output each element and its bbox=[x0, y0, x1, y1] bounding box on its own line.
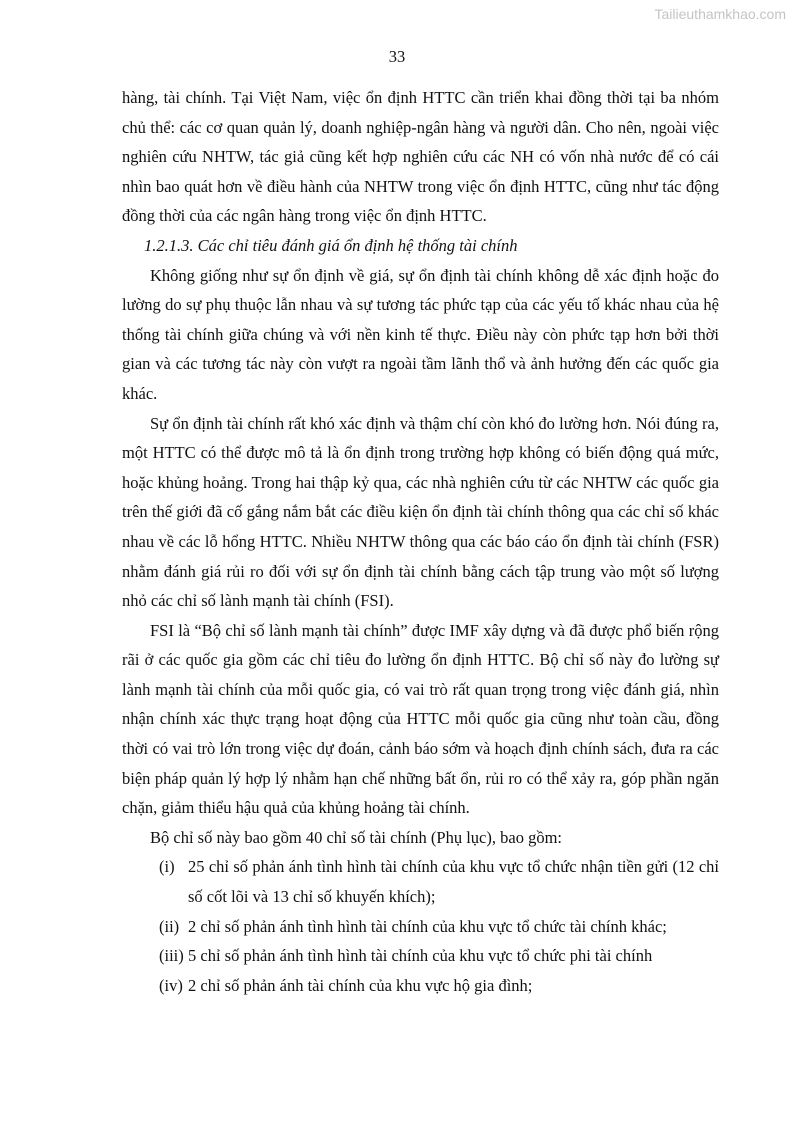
paragraph: Bộ chỉ số này bao gồm 40 chỉ số tài chính (Phụ lục), bao gồm: bbox=[150, 827, 562, 847]
list-marker: (iii) bbox=[159, 946, 184, 966]
paragraph: FSI là “Bộ chỉ số lành mạnh tài chính” được IMF xây dựng và đã được phổ biến rộng rãi ở các quốc gia gồm các chỉ tiêu đo lường ổn định HTTC. Bộ chỉ số này đo lường sự lành mạnh tài chính của mỗi quốc gia, có vai trò rất quan trọng trong việc đánh giá, nhìn nhận chính xác thực trạng hoạt động của HTTC mỗi quốc gia cũng như toàn cầu, đồng thời có vai trò lớn trong việc dự đoán, cảnh báo sớm và hoạch định chính sách, đưa ra các biện pháp quản lý hợp lý nhằm hạn chế những bất ổn, rủi ro có thể xảy ra, góp phần ngăn chặn, giảm thiểu hậu quả của khủng hoảng tài chính. bbox=[122, 620, 719, 818]
document-body bbox=[122, 83, 719, 1000]
list-marker: (iv) bbox=[159, 975, 183, 995]
watermark: Tailieuthamkhao.com bbox=[654, 6, 786, 22]
list-item-text: 2 chỉ số phản ánh tình hình tài chính của khu vực tổ chức tài chính khác; bbox=[188, 916, 667, 936]
paragraph-continuation: hàng, tài chính. Tại Việt Nam, việc ổn định HTTC cần triển khai đồng thời tại ba nhóm chủ thể: các cơ quan quản lý, doanh nghiệp-ngân hàng và người dân. Cho nên, ngoài việc nghiên cứu NHTW, tác giả cũng kết hợp nghiên cứu các NH có vốn nhà nước để có cái nhìn bao quát hơn về điều hành của NHTW trong việc ổn định HTTC, cũng như tác động đồng thời của các ngân hàng trong việc ổn định HTTC. bbox=[122, 88, 719, 226]
list-marker: (i) bbox=[159, 857, 175, 877]
paragraph: Không giống như sự ổn định về giá, sự ổn định tài chính không dễ xác định hoặc đo lường do sự phụ thuộc lẫn nhau và sự tương tác phức tạp của các yếu tố khác nhau của hệ thống tài chính giữa chúng và với nền kinh tế thực. Điều này còn phức tạp hơn bởi thời gian và các tương tác này còn vượt ra ngoài tầm lãnh thổ và ảnh hưởng đến các quốc gia khác. bbox=[122, 265, 719, 403]
list-item bbox=[122, 941, 719, 971]
paragraph: Sự ổn định tài chính rất khó xác định và thậm chí còn khó đo lường hơn. Nói đúng ra, một HTTC có thể được mô tả là ổn định trong trường hợp không có biến động quá mức, hoặc khủng hoảng. Trong hai thập kỷ qua, các nhà nghiên cứu từ các NHTW các quốc gia trên thế giới đã cố gắng nắm bắt các điều kiện ổn định tài chính thông qua các chỉ số khác nhau về các lỗ hổng HTTC. Nhiều NHTW thông qua các báo cáo ổn định tài chính (FSR) nhằm đánh giá rủi ro đối với sự ổn định tài chính bằng cách tập trung vào một số lượng nhỏ các chỉ số lành mạnh tài chính (FSI). bbox=[122, 413, 719, 611]
list-item bbox=[122, 852, 719, 911]
page-number: 33 bbox=[388, 47, 406, 66]
list-item bbox=[122, 971, 719, 1001]
list-item-text: 5 chỉ số phản ánh tình hình tài chính của khu vực tổ chức phi tài chính bbox=[188, 946, 653, 966]
section-heading: 1.2.1.3. Các chỉ tiêu đánh giá ổn định hệ thống tài chính bbox=[144, 235, 518, 255]
list-marker: (ii) bbox=[159, 916, 180, 936]
list-item-text: 25 chỉ số phản ánh tình hình tài chính của khu vực tổ chức nhận tiền gửi (12 chỉ số cốt lõi và 13 chỉ số khuyến khích); bbox=[188, 857, 719, 907]
list-item bbox=[122, 912, 719, 942]
list-item-text: 2 chỉ số phản ánh tài chính của khu vực hộ gia đình; bbox=[188, 975, 533, 995]
